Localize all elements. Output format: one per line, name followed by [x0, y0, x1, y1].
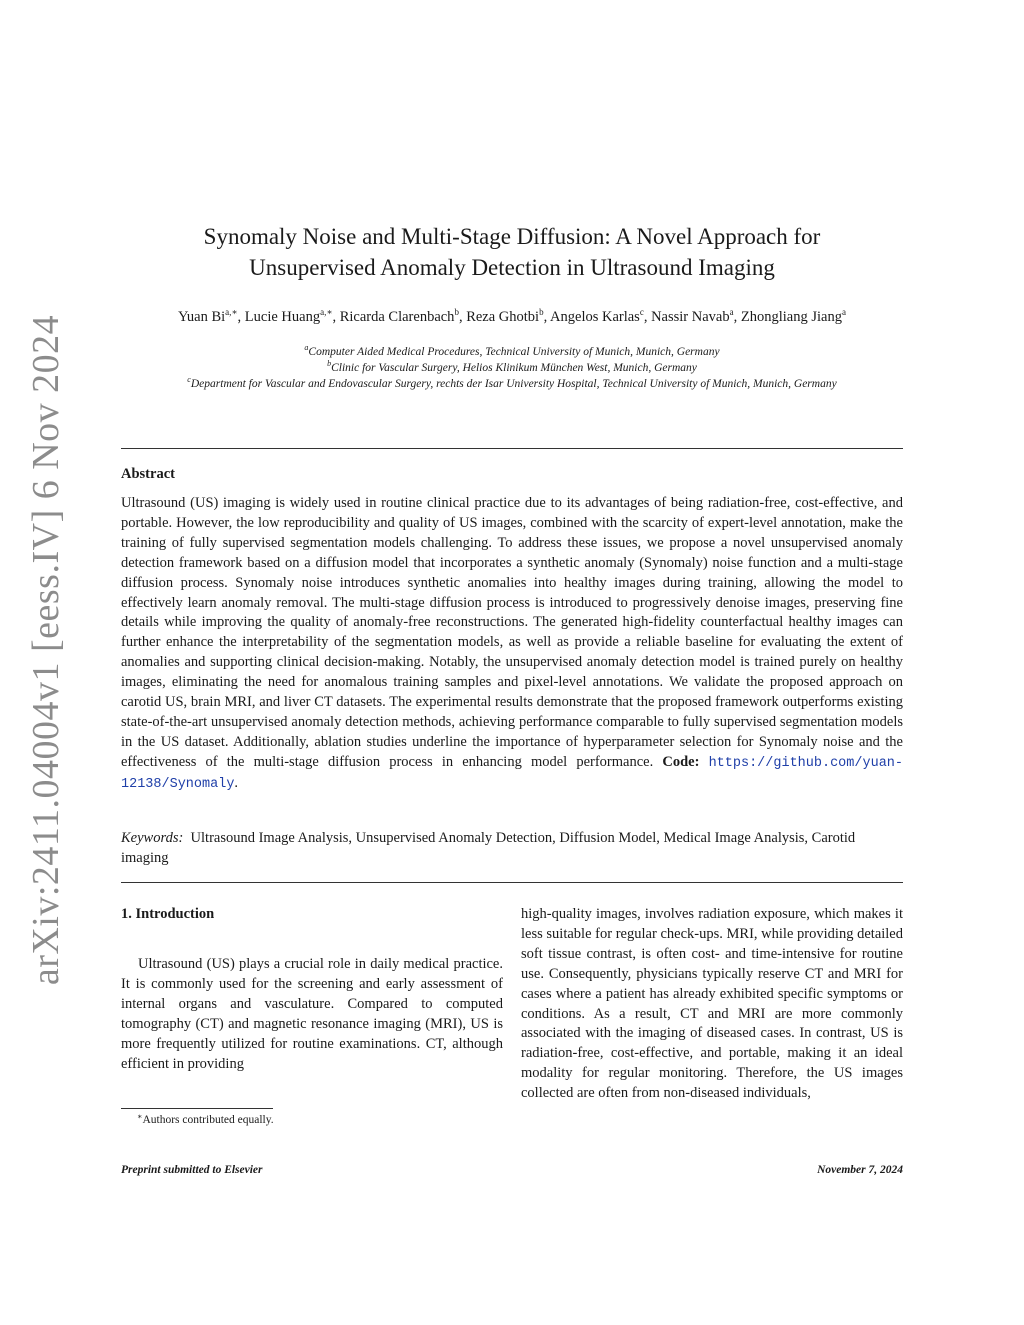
code-label: Code:	[662, 753, 700, 770]
author: Ricarda Clarenbach$^b$	[339, 307, 459, 325]
abstract-heading: Abstract	[121, 466, 175, 482]
arxiv-identifier-text: arXiv:2411.04004v1 [eess.IV] 6 Nov 2024	[25, 314, 67, 986]
author: Reza Ghotbi$^b$	[466, 307, 544, 325]
footnote-divider	[121, 1108, 273, 1109]
divider-top	[121, 448, 903, 449]
title-line-2: Unsupervised Anomaly Detection in Ultrasound Imaging	[249, 255, 775, 280]
author: Zhongliang Jiang$^a$	[740, 307, 846, 325]
author: Angelos Karlas$^c$	[550, 307, 644, 325]
author: Yuan $Bi^{a,∗}$	[178, 307, 238, 325]
section-heading-introduction: 1. Introduction	[121, 906, 215, 922]
title-line-1: Synomaly Noise and Multi-Stage Diffusion: A Novel Approach for	[203, 224, 821, 249]
author-list: Yuan $Bi^{a,∗}$, Lucie Huang$^{a,∗}$, Ricarda Clarenbach$^b$, Reza Ghotbi$^b$, Angelos Karlas$^c$, Nassir Navab$^a$, Zhongliang Jiang$^a$	[178, 307, 846, 325]
abstract-text: Ultrasound (US) imaging is widely used in routine clinical practice due to its advantages of being radiation-free, cost-effective, and portable. However, the low reproducibility and quality of US images, combined with the scarcity of expert-level annotation, make the training of fully supervised segmentation models challenging. To address these issues, we propose a novel unsupervised anomaly detection framework based on a diffusion model that incorporates a synthetic anomaly (Synomaly) noise function and a multi-stage diffusion process. Synomaly noise introduces synthetic anomalies into healthy images during training, allowing the model to effectively learn anomaly removal. The multi-stage diffusion process is introduced to progressively denoise images, preserving fine details while improving the quality of anomaly-free reconstructions. The generated high-fidelity counterfactual healthy images can further enhance the interpretability of the segmentation models, as well as provide a reliable baseline for evaluating the extent of anomalies and supporting clinical decision-making. Notably, the unsupervised anomaly detection model is trained purely on healthy images, eliminating the need for anomalous training samples and pixel-level annotations. We validate the proposed approach on carotid US, brain MRI, and liver CT datasets. The experimental results demonstrate that the proposed framework outperforms existing state-of-the-art unsupervised anomaly detection methods, achieving performance comparable to fully supervised segmentation models in the US dataset. Additionally, ablation studies underline the importance of hyperparameter selection for Synomaly noise and the effectiveness of the multi-stage diffusion process in enhancing model performance. Code: https://github.com/yuan-12138/Synomaly.	[121, 495, 903, 792]
affiliation-list	[60, 344, 964, 392]
affiliation: $^a$Computer Aided Medical Procedures, Technical University of Munich, Munich, Germany	[304, 343, 720, 358]
affiliation: $^c$Department for Vascular and Endovascular Surgery, rechts der Isar University Hospital, Technical University of Munich, Munich, Germany	[187, 375, 837, 390]
affiliation: $^b$Clinic for Vascular Surgery, Helios Klinikum München West, Munich, Germany	[327, 359, 697, 374]
keywords-text: Ultrasound Image Analysis, Unsupervised Anomaly Detection, Diffusion Model, Medical Image Analysis, Carotid imaging	[121, 830, 856, 866]
paper-title	[120, 221, 904, 283]
author: Lucie Huang$^{a,∗}$	[244, 307, 333, 325]
intro-paragraph-right: high-quality images, involves radiation exposure, which makes it less suitable for regular check-ups. MRI, while providing detailed soft tissue contrast, is often cost- and time-intensive for routine use. Consequently, physicians typically reserve CT and MRI for cases where a patient has already exhibited specific symptoms or conditions. As a result, CT and MRI are more commonly associated with the imaging of diseased cases. In contrast, US is radiation-free, cost-effective, and portable, making it an ideal modality for regular monitoring. Therefore, the US images collected are often from non-diseased individuals,	[521, 906, 903, 1102]
code-repository-link[interactable]: https://github.com/yuan-12138/Synomaly	[121, 755, 903, 792]
footer-date: November 7, 2024	[817, 1164, 903, 1176]
divider-bottom	[121, 882, 903, 883]
intro-paragraph-left: Ultrasound (US) plays a crucial role in daily medical practice. It is commonly used for the screening and early assessment of internal organs and vasculature. Compared to computed tomography (CT) and magnetic resonance imaging (MRI), US is more frequently utilized for routine examinations. CT, although efficient in providing	[121, 956, 503, 1072]
footnote: ∗Authors contributed equally.	[137, 1112, 274, 1126]
keywords-label: Keywords:	[121, 830, 184, 846]
keywords	[121, 828, 903, 868]
author: Nassir Navab$^a$	[651, 307, 734, 325]
footer-journal: Preprint submitted to Elsevier	[121, 1164, 263, 1176]
